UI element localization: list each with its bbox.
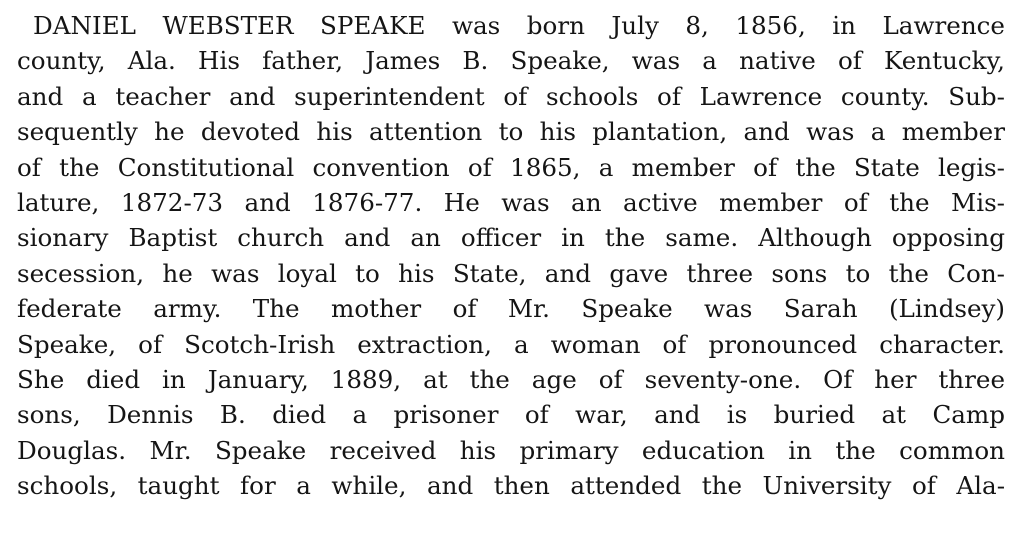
text-line: Douglas. Mr. Speake received his primary education in the common bbox=[17, 435, 1005, 465]
text-line: DANIEL WEBSTER SPEAKE was born July 8, 1856, in Lawrence bbox=[33, 11, 1005, 40]
text-line: Speake, of Scotch-Irish extraction, a woman of pronounced character. bbox=[17, 329, 1005, 359]
text-line: sons, Dennis B. died a prisoner of war, and is buried at Camp bbox=[17, 400, 1005, 430]
text-line: schools, taught for a while, and then attended the University of Ala- bbox=[17, 471, 1005, 501]
text-line: sionary Baptist church and an officer in the same. Although opposing bbox=[17, 223, 1005, 253]
text-line: lature, 1872-73 and 1876-77. He was an active member of the Mis- bbox=[17, 187, 1005, 217]
text-line: federate army. The mother of Mr. Speake was Sarah (Lindsey) bbox=[17, 294, 1005, 324]
text-line: secession, he was loyal to his State, and gave three sons to the Con- bbox=[17, 258, 1005, 288]
text-line: county, Ala. His father, James B. Speake, was a native of Kentucky, bbox=[17, 46, 1005, 76]
biography-paragraph bbox=[17, 8, 1005, 503]
text-line: sequently he devoted his attention to his plantation, and was a member bbox=[17, 117, 1005, 147]
text-line: and a teacher and superintendent of schools of Lawrence county. Sub- bbox=[17, 81, 1005, 111]
text-line: She died in January, 1889, at the age of seventy-one. Of her three bbox=[17, 364, 1005, 394]
text-line: of the Constitutional convention of 1865, a member of the State legis- bbox=[17, 152, 1005, 182]
